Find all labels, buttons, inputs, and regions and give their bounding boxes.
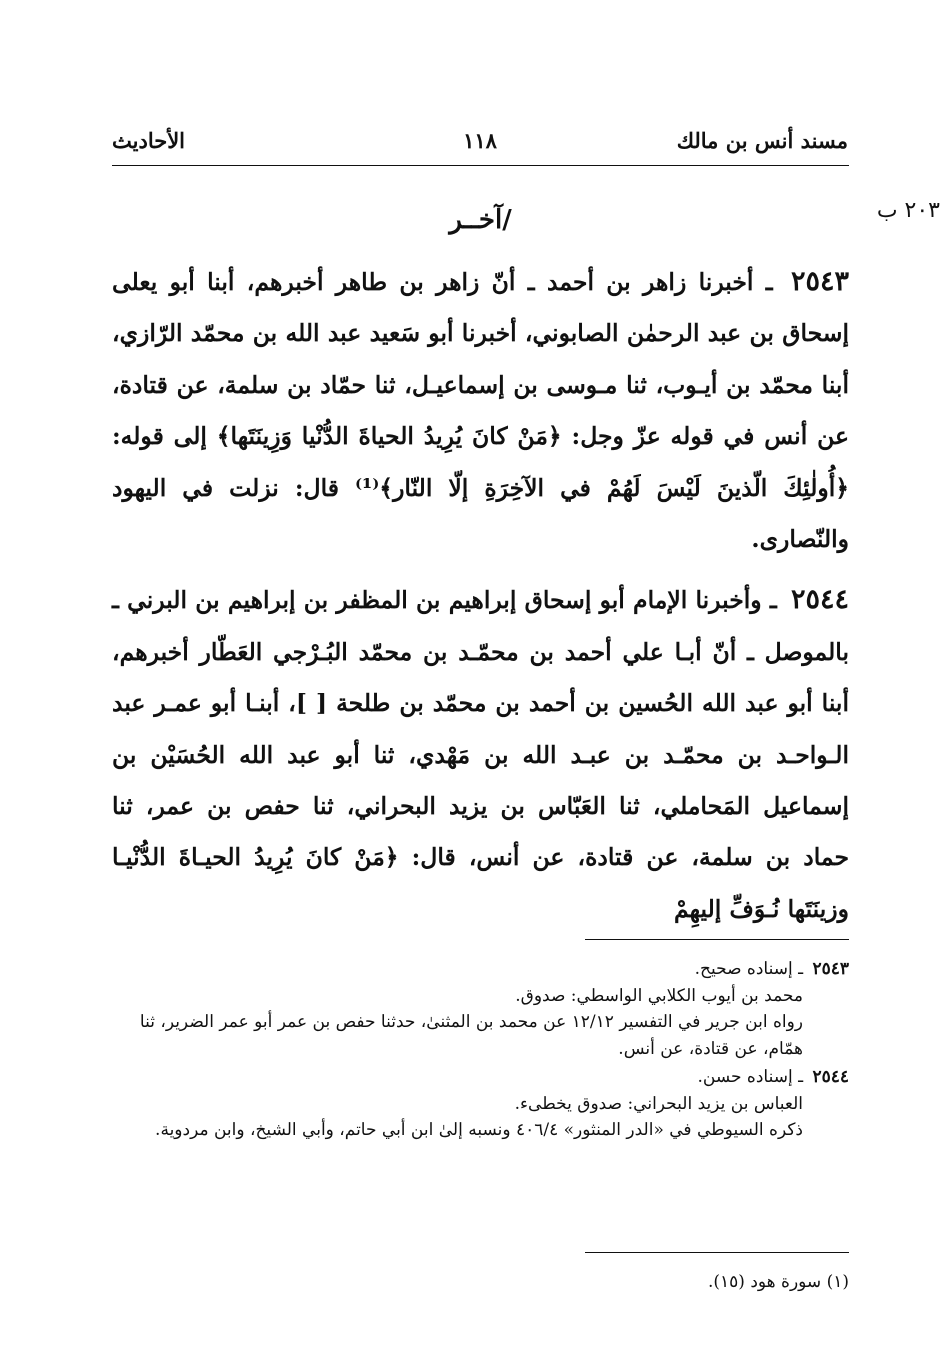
footnote-number: ٢٥٤٣ — [812, 959, 849, 979]
hadith-text: ـ وأخبرنا الإمام أبو إسحاق إبراهيم بن المظفر بن إبراهيم بن البرني ـ بالموصل ـ أنّ أبـا علي أحمد بن محمّـد بن محمّد البُـرْجي العَطّار أخبرهم، أبنا أبو عبد الله الحُسين بن أحمد بن محمّد بن طلحة [ ]، أبنـا أبو عمـر عبد الـواحـد بن محمّـد بن عبـد الله بن مَهْدي، ثنا أبو عبد الله الحُسَيْن بن إسماعيل المَحاملي، ثنا العَبّاس بن يزيد البحراني، ثنا حفص بن عمر، ثنا حماد بن سلمة، عن قتادة، عن أنس، قال: ﴿مَنْ كانَ يُرِيدُ الحيـاةَ الدُّنْيـا وزينَتَها نُـوَفِّ إليهِمْ — [112, 586, 849, 923]
footnote-line: ذكره السيوطي في «الدر المنثور» ٤٠٦/٤ ونسبه إلىٰ ابن أبي حاتم، وأبي الشيخ، وابن مردوية. — [155, 1120, 803, 1140]
hadith-entry — [112, 574, 849, 935]
footnote-line: العباس بن يزيد البحراني: صدوق يخطىء. — [514, 1093, 803, 1114]
footnote-number: ٢٥٤٤ — [812, 1067, 849, 1087]
main-text — [112, 256, 849, 935]
section-heading: /آخــر — [449, 205, 512, 235]
reference-divider — [585, 1252, 849, 1253]
running-header — [112, 128, 848, 160]
footnote-heading — [112, 1064, 849, 1091]
book-title: مسند أنس بن مالك — [676, 128, 848, 153]
hadith-number: ٢٥٤٣ — [790, 266, 849, 297]
footnote-line: محمد بن أيوب الكلابي الواسطي: صدوق. — [515, 985, 803, 1006]
footnote-grade: ـ إسناده حسن. — [697, 1067, 804, 1087]
footnote-entry — [112, 1064, 849, 1144]
header-divider — [112, 165, 849, 166]
footnotes — [112, 956, 849, 1144]
footnote-line: رواه ابن جرير في التفسير ١٢/١٢ عن محمد بن المثنىٰ، حدثنا حفص بن عمر أبو عمر الضرير، ثنا همّام، عن قتادة، عن أنس. — [139, 1012, 803, 1059]
section-title: الأحاديث — [112, 128, 186, 153]
manuscript-folio-note: ٢٠٣ ب — [876, 198, 940, 223]
hadith-number: ٢٥٤٤ — [791, 584, 850, 616]
footnote-divider — [585, 939, 849, 940]
hadith-text: ـ أخبرنا زاهر بن أحمد ـ أنّ زاهر بن طاهر أخبرهم، أبنا أبو يعلى إسحاق بن عبد الرحمٰن الصابوني، أخبرنا أبو سَعيد عبد الله بن محمّد الرّازي، أبنا محمّد بن أيـوب، ثنا مـوسى بن إسماعيـل، ثنا حمّاد بن سلمة، عن قتادة، عن أنس في قوله عزّ وجل: ﴿مَنْ كانَ يُرِيدُ الحياةَ الدُّنْيا وَزِينَتَها﴾ إلى قوله: ﴿أُولٰئِكَ الّذينَ لَيْسَ لَهُمْ في الآخِرَةِ إلّا النّار﴾⁽¹⁾ قال: نزلت في اليهود والنّصارى. — [112, 268, 849, 554]
quran-reference-note: (١) سورة هود (١٥). — [707, 1272, 849, 1292]
footnote-heading — [112, 956, 849, 983]
hadith-entry — [112, 256, 849, 565]
footnote-grade: ـ إسناده صحيح. — [694, 959, 804, 979]
footnote-entry — [112, 956, 849, 1062]
page-number: ١١٨ — [463, 128, 497, 153]
